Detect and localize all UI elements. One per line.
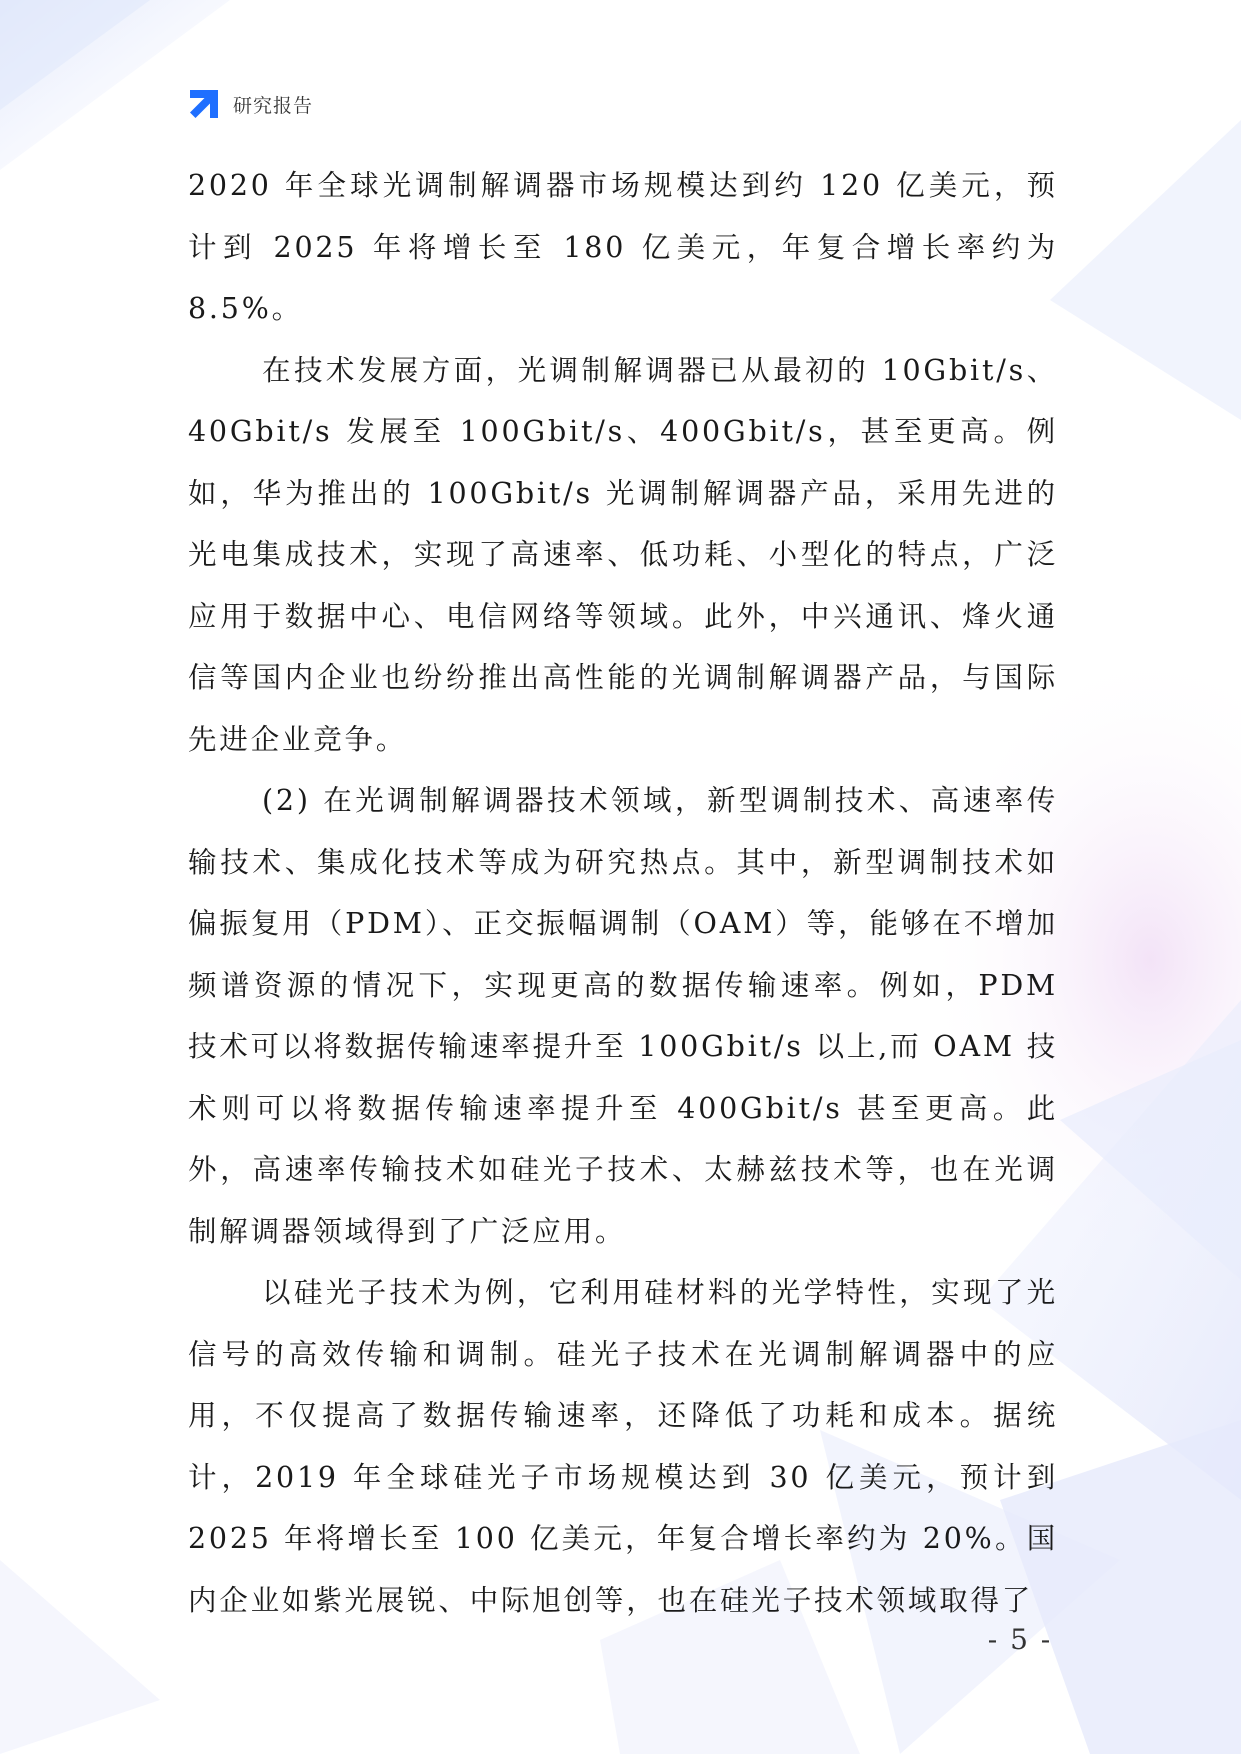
paragraph-2: 在技术发展方面，光调制解调器已从最初的 10Gbit/s、40Gbit/s 发展至 100Gbit/s、400Gbit/s，甚至更高。例如，华为推出的 100Gbit/s 光调制解调器产品，采用先进的光电集成技术，实现了高速率、低功耗、小型化的特点，广泛应用于数据中心、电信网络等领域。此外，中兴通讯、烽火通信等国内企业也纷纷推出高性能的光调制解调器产品，与国际先进企业竞争。 — [188, 353, 1058, 756]
paragraph-3: (2) 在光调制解调器技术领域，新型调制技术、高速率传输技术、集成化技术等成为研究热点。其中，新型调制技术如偏振复用（PDM）、正交振幅调制（OAM）等，能够在不增加频谱资源的情况下，实现更高的数据传输速率。例如，PDM 技术可以将数据传输速率提升至 100Gbit/s 以上,而 OAM 技术则可以将数据传输速率提升至 400Gbit/s 甚至更高。此外，高速率传输技术如硅光子技术、太赫兹技术等，也在光调制解调器领域得到了广泛应用。 — [188, 784, 1058, 1248]
paragraph-1: 2020 年全球光调制解调器市场规模达到约 120 亿美元，预计到 2025 年将增长至 180 亿美元，年复合增长率约为 8.5%。 — [188, 169, 1058, 325]
page-number: - 5 - — [987, 1623, 1053, 1656]
arrow-up-right-icon — [187, 87, 221, 121]
header-title: 研究报告 — [233, 94, 314, 117]
body-text — [188, 155, 1058, 1631]
report-header — [187, 87, 313, 121]
paragraph-4: 以硅光子技术为例，它利用硅材料的光学特性，实现了光信号的高效传输和调制。硅光子技术在光调制解调器中的应用，不仅提高了数据传输速率，还降低了功耗和成本。据统计，2019 年全球硅光子市场规模达到 30 亿美元，预计到 2025 年将增长至 100 亿美元，年复合增长率约为 20%。国内企业如紫光展锐、中际旭创等，也在硅光子技术领域取得了 — [188, 1276, 1058, 1617]
